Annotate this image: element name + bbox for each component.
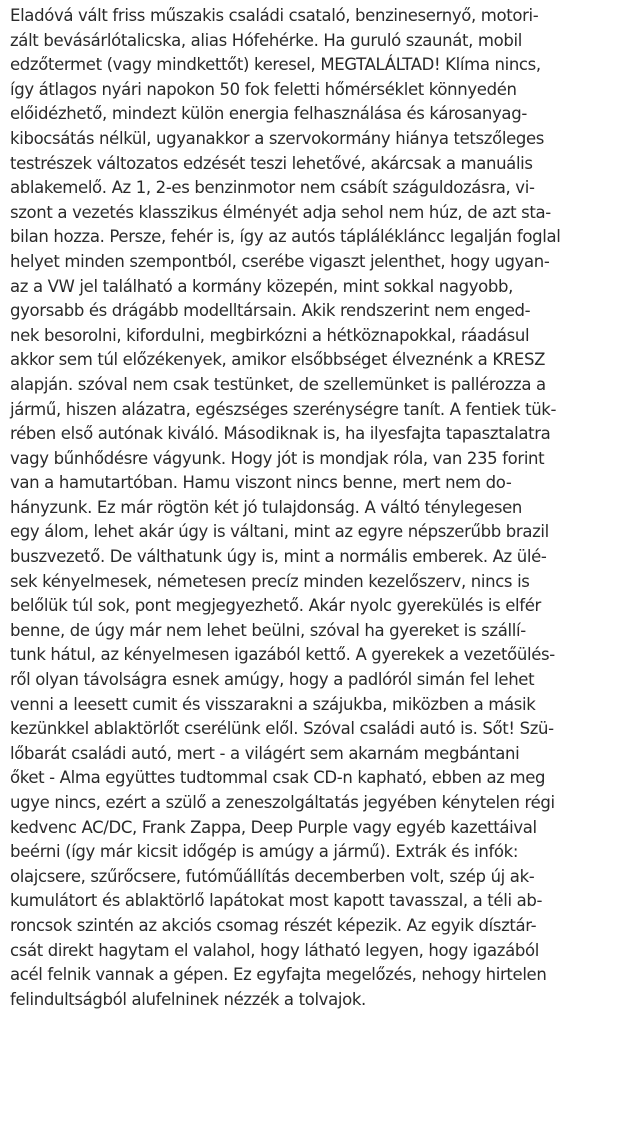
text-line: ről olyan távolságra esnek amúgy, hogy a padlóról simán fel lehet	[10, 670, 535, 690]
text-line: edzőtermet (vagy mindkettőt) keresel, MEGTALÁLTAD! Klíma nincs,	[10, 55, 541, 75]
text-line: roncsok szintén az akciós csomag részét képezik. Az egyik dísztár-	[10, 915, 537, 935]
text-line: benne, de úgy már nem lehet beülni, szóval ha gyereket is szállí-	[10, 620, 526, 640]
text-line: tunk hátul, az kényelmesen igazából kettő. A gyerekek a vezetőülés-	[10, 645, 555, 665]
text-line: jármű, hiszen alázatra, egészséges szerénységre tanít. A fentiek tük-	[10, 399, 557, 419]
text-line: csát direkt hagytam el valahol, hogy látható legyen, hogy igazából	[10, 940, 539, 960]
text-line: lőbarát családi autó, mert - a világért sem akarnám megbántani	[10, 743, 520, 763]
text-line: sek kényelmesek, németesen precíz minden kezelőszerv, nincs is	[10, 571, 530, 591]
text-line: Eladóvá vált friss műszakis családi csataló, benzinesernyő, motori-	[10, 6, 539, 25]
text-line: nek besorolni, kifordulni, megbirkózni a hétköznapokkal, ráadásul	[10, 325, 530, 345]
text-line: zált bevásárlótalicska, alias Hófehérke. Ha guruló szaunát, mobil	[10, 30, 522, 50]
text-line: alapján. szóval nem csak testünket, de szellemünket is pallérozza a	[10, 374, 546, 394]
text-line: szont a vezetés klasszikus élményét adja sehol nem húz, de azt sta-	[10, 202, 551, 222]
text-line: kibocsátás nélkül, ugyanakkor a szervokormány hiánya tetszőleges	[10, 128, 545, 148]
text-line: testrészek változatos edzését teszi lehetővé, akárcsak a manuális	[10, 153, 533, 173]
text-line: az a VW jel található a kormány közepén, mint sokkal nagyobb,	[10, 276, 514, 296]
text-line: ugye nincs, ezért a szülő a zeneszolgáltatás jegyében kénytelen régi	[10, 793, 555, 812]
text-line: akkor sem túl előzékenyek, amikor elsőbbséget élveznénk a KRESZ	[10, 350, 546, 370]
text-line: olajcsere, szűrőcsere, futóműállítás decemberben volt, szép új ak-	[10, 866, 535, 886]
text-line: előidézhető, mindezt külön energia felhasználása és károsanyag-	[10, 104, 527, 124]
text-line: kezünkkel ablaktörlőt cserélünk elől. Szóval családi autó is. Sőt! Szü-	[10, 719, 554, 739]
text-line: felindultságból alufelninek nézzék a tolvajok.	[10, 989, 366, 1009]
text-line: acél felnik vannak a gépen. Ez egyfajta megelőzés, nehogy hirtelen	[10, 965, 547, 985]
text-line: belőlük túl sok, pont megjegyezhető. Akár nyolc gyerekülés is elfér	[10, 596, 541, 616]
text-line: hányzunk. Ez már rögtön két jó tulajdonság. A váltó ténylegesen	[10, 497, 523, 517]
text-line: vagy bűnhődésre vágyunk. Hogy jót is mondjak róla, van 235 forint	[10, 448, 545, 468]
text-line: gyorsabb és drágább modelltársain. Akik rendszerint nem enged-	[10, 301, 531, 321]
text-line: egy álom, lehet akár úgy is váltani, mint az egyre népszerűbb brazil	[10, 522, 549, 542]
text-line: kumulátort és ablaktörlő lapátokat most kapott tavasszal, a téli ab-	[10, 891, 543, 911]
text-line: helyet minden szempontból, cserébe vigaszt jelenthet, hogy ugyan-	[10, 251, 550, 271]
text-line: van a hamutartóban. Hamu viszont nincs benne, mert nem do-	[10, 473, 512, 493]
text-line: bilan hozza. Persze, fehér is, így az autós táplálékláncc legalján foglal	[10, 227, 561, 247]
text-line: buszvezető. De válthatunk úgy is, mint a normális emberek. Az ülé-	[10, 547, 547, 567]
text-line: így átlagos nyári napokon 50 fok feletti hőmérséklet könnyedén	[10, 79, 517, 99]
text-line: beérni (így már kicsit időgép is amúgy a jármű). Extrák és infók:	[10, 842, 519, 862]
text-line: rében első autónak kiváló. Másodiknak is, ha ilyesfajta tapasztalatra	[10, 424, 551, 444]
text-line: őket - Alma együttes tudtommal csak CD-n kapható, ebben az meg	[10, 768, 546, 788]
text-line: kedvenc AC/DC, Frank Zappa, Deep Purple vagy egyéb kazettáival	[10, 817, 537, 837]
text-line: ablakemelő. Az 1, 2-es benzinmotor nem csábít száguldozásra, vi-	[10, 178, 535, 198]
text-line: venni a leesett cumit és visszarakni a szájukba, miközben a másik	[10, 694, 536, 714]
